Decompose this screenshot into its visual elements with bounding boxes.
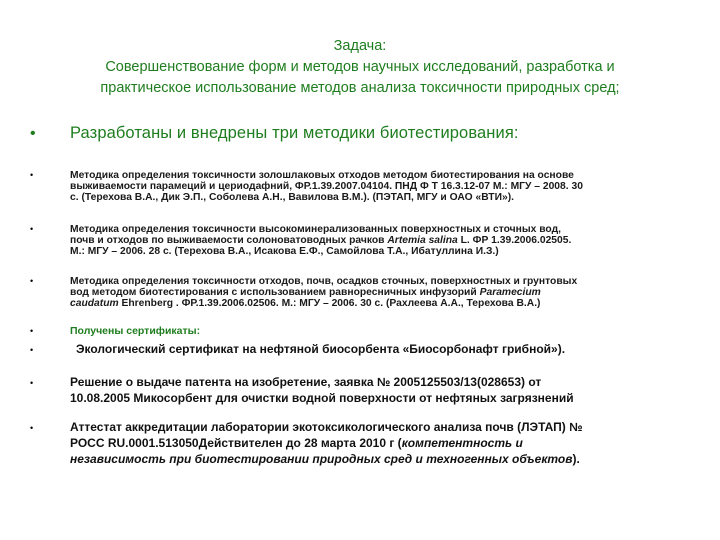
method-3-line-1: Методика определения токсичности отходов, почв, осадков сточных, поверхностных и грунтовых [70, 276, 578, 287]
species-name: Paramecium [479, 287, 541, 298]
task-description-line-1: Совершенствование форм и методов научных исследований, разработка и [105, 59, 615, 75]
task-label: Задача: [333, 38, 387, 54]
certificate-item-3 [70, 419, 700, 467]
method-item-2 [70, 224, 700, 257]
method-2-line-3: М.: МГУ – 2006. 28 с. (Терехова В.А., Исакова Е.Ф., Самойлова Т.А., Ибатуллина И.З.) [70, 246, 499, 257]
certificate-item-1: Экологический сертификат на нефтяной биосорбента «Биосорбонафт грибной»). [76, 342, 566, 356]
certificate-item-2 [70, 374, 700, 406]
method-2-line-1: Методика определения токсичности высокоминерализованных поверхностных и сточных вод, [70, 224, 561, 235]
main-heading: Разработаны и внедрены три методики биотестирования: [70, 124, 519, 142]
bullet-icon: • [30, 345, 34, 355]
species-name: caudatum [70, 298, 119, 309]
method-1-line-2: выживаемости парамеций и цериодафний, ФР.1.39.2007.04104. ПНД Ф Т 16.3.12-07 М.: МГУ – 2008. 30 [70, 181, 583, 192]
certificate-3-line-2: РОСС RU.0001.513050Действителен до 28 марта 2010 г (компетентность и [70, 436, 523, 450]
method-3-line-2: вод методом биотестирования с использованием равноресничных инфузорий Paramecium [70, 287, 541, 298]
task-description-line-2: практическое использование методов анализа токсичности природных сред; [100, 80, 620, 96]
bullet-icon: • [30, 326, 34, 336]
certificate-3-line-1: Аттестат аккредитации лаборатории экотоксикологического анализа почв (ЛЭТАП) № [70, 420, 583, 434]
certificate-2-line-1: Решение о выдаче патента на изобретение, заявка № 2005125503/13(028653) от [70, 375, 542, 389]
bullet-icon: • [30, 224, 34, 234]
method-item-1 [70, 170, 700, 203]
bullet-icon: • [30, 423, 34, 433]
certificate-3-line-3: независимость при биотестировании природных сред и техногенных объектов). [70, 452, 580, 466]
certificate-2-line-2: 10.08.2005 Микосорбент для очистки водной поверхности от нефтяных загрязнений [70, 391, 574, 405]
bullet-icon: • [30, 170, 34, 180]
method-1-line-1: Методика определения токсичности золошлаковых отходов методом биотестирования на основе [70, 170, 574, 181]
method-1-line-3: с. (Терехова В.А., Дик Э.П., Соболева А.Н., Вавилова В.М.). (ПЭТАП, МГУ и ОАО «ВТИ»). [70, 192, 514, 203]
bullet-icon: • [30, 276, 34, 286]
method-3-line-3: caudatum Ehrenberg . ФР.1.39.2006.02506. М.: МГУ – 2006. 30 с. (Рахлеева А.А., Терехова В.А.) [70, 298, 541, 309]
bullet-icon: • [30, 378, 34, 388]
bullet-icon: • [30, 125, 36, 142]
species-name: Artemia salina [387, 235, 458, 246]
certificates-label: Получены сертификаты: [70, 325, 201, 337]
method-item-3 [70, 276, 700, 309]
method-2-line-2: почв и отходов по выживаемости солоноватоводных рачков Artemia salina L. ФР 1.39.2006.02505. [70, 235, 572, 246]
